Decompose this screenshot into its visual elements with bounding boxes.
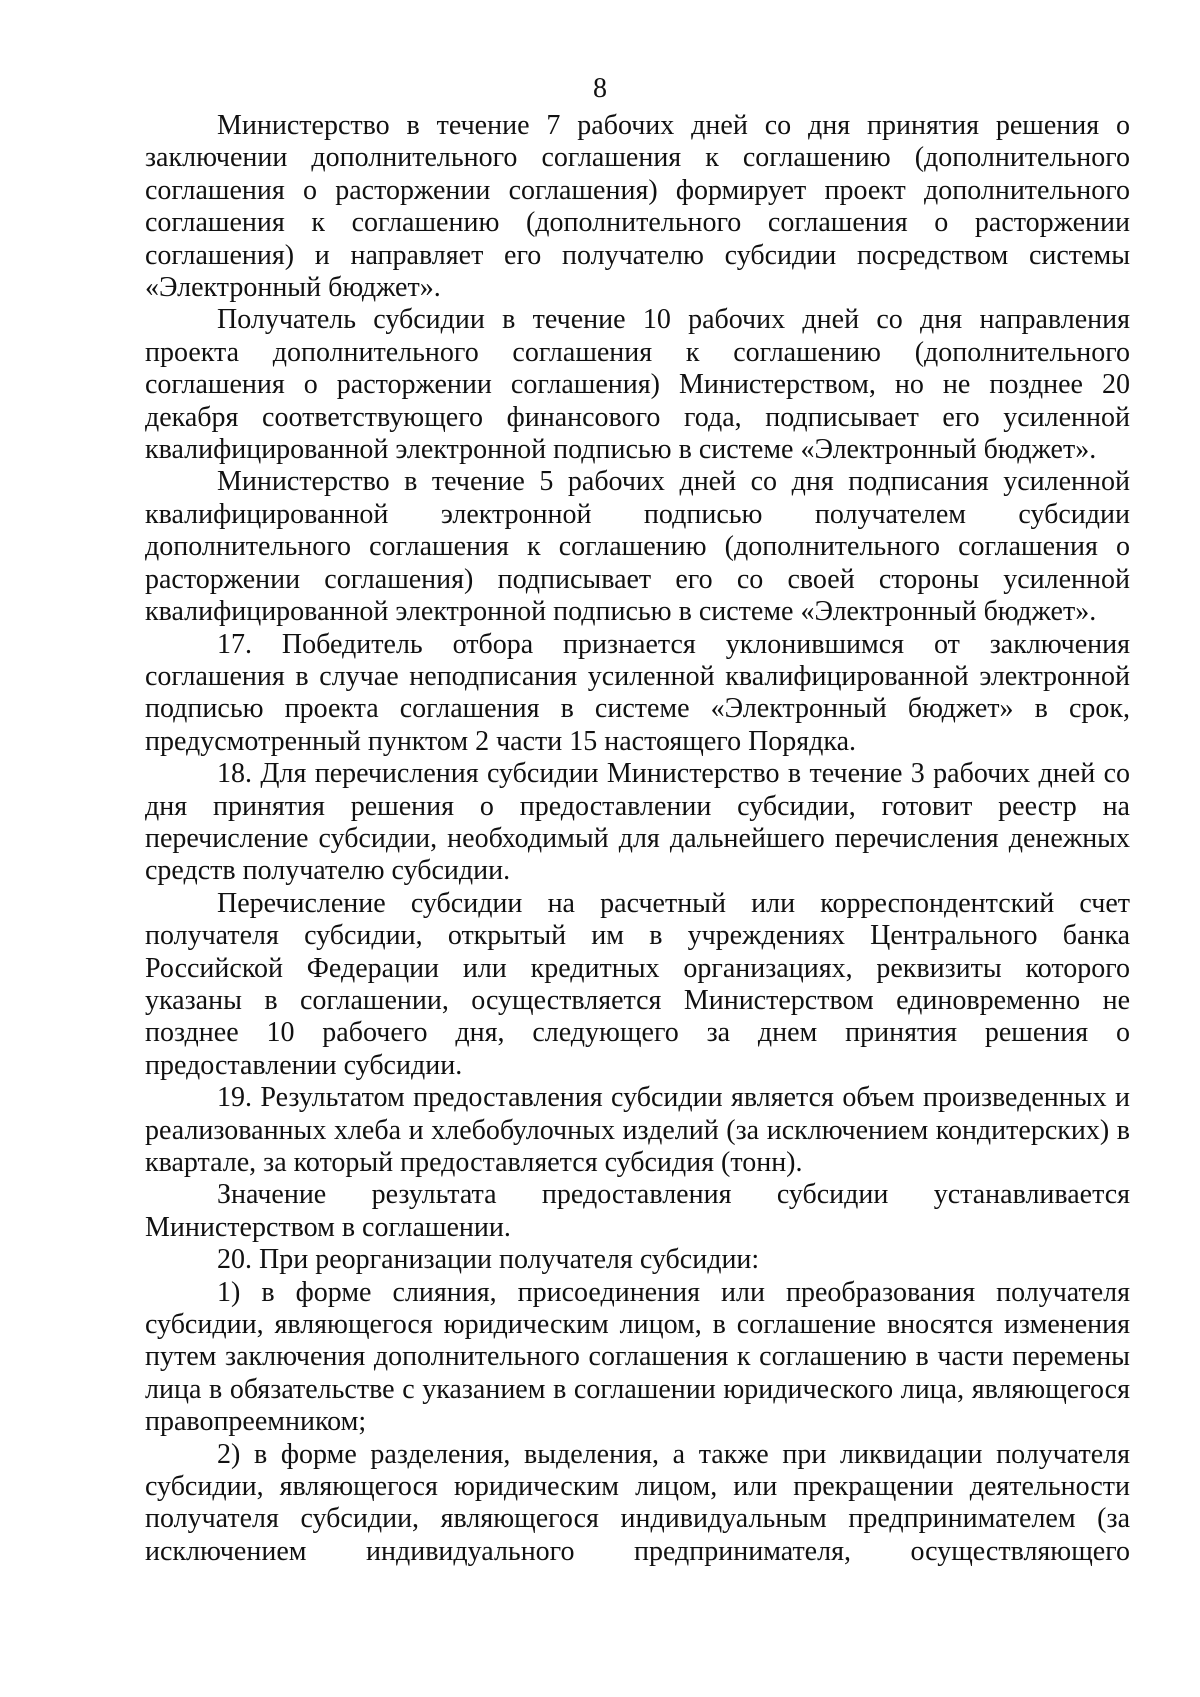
paragraph: 20. При реорганизации получателя субсидии:: [217, 1244, 760, 1276]
page-number: 8: [593, 73, 607, 104]
paragraph: 2) в форме разделения, выделения, а также при ликвидации получателя субсидии, являющегося юридическим лицом, или прекращении деятельности получателя субсидии, являющегося индивидуальным предпринимателем (за исключением индивидуального предпринимателя, осуществляющего: [145, 1438, 1130, 1567]
document-body: [145, 110, 1130, 1568]
paragraph: 18. Для перечисления субсидии Министерство в течение 3 рабочих дней со дня принятия решения о предоставлении субсидии, готовит реестр на перечисление субсидии, необходимый для дальнейшего перечисления денежных средств получателю субсидии.: [145, 758, 1130, 887]
paragraph: Министерство в течение 5 рабочих дней со дня подписания усиленной квалифицированной электронной подписью получателем субсидии дополнительного соглашения к соглашению (дополнительного соглашения о расторжении соглашения) подписывает его со своей стороны усиленной квалифицированной электронной подписью в системе «Электронный бюджет».: [145, 466, 1130, 628]
paragraph: Значение результата предоставления субсидии устанавливается Министерством в соглашении.: [145, 1179, 1130, 1243]
paragraph: 1) в форме слияния, присоединения или преобразования получателя субсидии, являющегося юридическим лицом, в соглашение вносятся изменения путем заключения дополнительного соглашения к соглашению в части перемены лица в обязательстве с указанием в соглашении юридического лица, являющегося правопреемником;: [145, 1276, 1130, 1438]
paragraph: Получатель субсидии в течение 10 рабочих дней со дня направления проекта дополнительного соглашения к соглашению (дополнительного соглашения о расторжении соглашения) Министерством, но не позднее 20 декабря соответствующего финансового года, подписывает его усиленной квалифицированной электронной подписью в системе «Электронный бюджет».: [145, 304, 1130, 466]
paragraph: Министерство в течение 7 рабочих дней со дня принятия решения о заключении дополнительного соглашения к соглашению (дополнительного соглашения о расторжении соглашения) формирует проект дополнительного соглашения к соглашению (дополнительного соглашения о расторжении соглашения) и направляет его получателю субсидии посредством системы «Электронный бюджет».: [145, 110, 1130, 304]
paragraph: Перечисление субсидии на расчетный или корреспондентский счет получателя субсидии, открытый им в учреждениях Центрального банка Российской Федерации или кредитных организациях, реквизиты которого указаны в соглашении, осуществляется Министерством единовременно не позднее 10 рабочего дня, следующего за днем принятия решения о предоставлении субсидии.: [145, 887, 1130, 1081]
paragraph: 17. Победитель отбора признается уклонившимся от заключения соглашения в случае неподписания усиленной квалифицированной электронной подписью проекта соглашения в системе «Электронный бюджет» в срок, предусмотренный пунктом 2 части 15 настоящего Порядка.: [145, 628, 1130, 757]
paragraph: 19. Результатом предоставления субсидии является объем произведенных и реализованных хлеба и хлебобулочных изделий (за исключением кондитерских) в квартале, за который предоставляется субсидия (тонн).: [145, 1082, 1130, 1178]
